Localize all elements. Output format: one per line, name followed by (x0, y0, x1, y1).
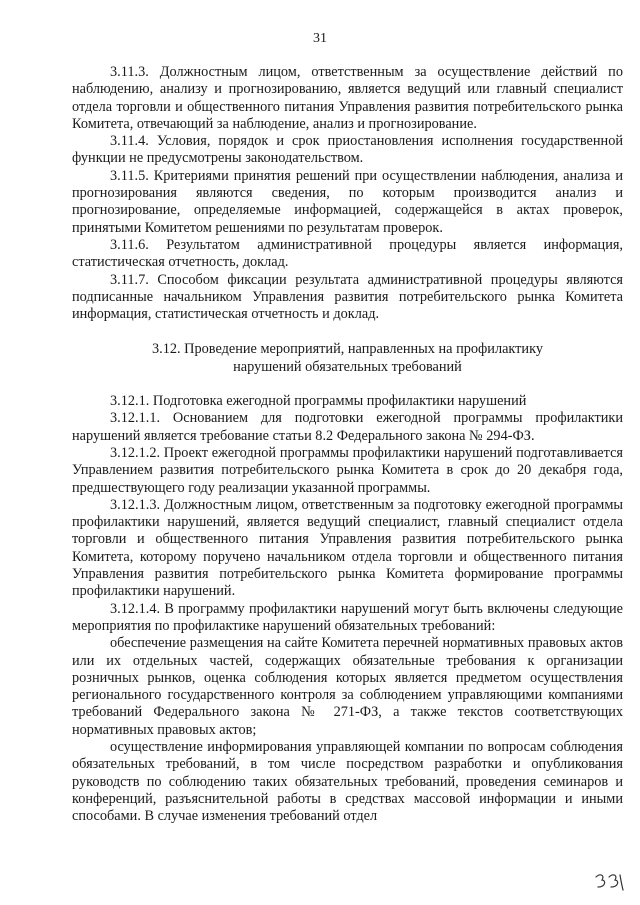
handwritten-page-mark (593, 872, 625, 892)
section-heading-3-12 (72, 341, 623, 376)
list-item-informing: осуществление информирования управляющей компании по вопросам соблюдения обязательных требований, в том числе посредством разработки и опубликования руководств по соблюдению таких обязательных требований, проведения семинаров и конференций, разъяснительной работы в средствах массовой информации и иными способами. В случае изменения требований отдел (72, 738, 623, 825)
paragraph-3-11-6: 3.11.6. Результатом административной процедуры является информация, статистическая отчетность, доклад. (72, 236, 623, 271)
paragraph-3-12-1-1: 3.12.1.1. Основанием для подготовки ежегодной программы профилактики нарушений является требование статьи 8.2 Федерального закона № 294-ФЗ. (72, 410, 623, 444)
paragraph-3-11-4: 3.11.4. Условия, порядок и срок приостановления исполнения государственной функции не предусмотрены законодательством. (72, 133, 623, 167)
paragraph-3-12-1-4: 3.12.1.4. В программу профилактики нарушений могут быть включены следующие мероприятия по профилактике нарушений обязательных требований: (72, 600, 623, 634)
section-heading-line-1: 3.12. Проведение мероприятий, направленных на профилактику (152, 341, 543, 358)
paragraph-3-11-7: 3.11.7. Способом фиксации результата административной процедуры являются подписанные начальником Управления развития потребительского рынка Комитета информация, статистическая отчетность и доклад. (72, 271, 623, 323)
paragraph-3-11-5: 3.11.5. Критериями принятия решений при осуществлении наблюдения, анализа и прогнозирования являются сведения, по которым производится анализ и прогнозирование, определяемые информацией, содержащейся в актах проверок, принятыми Комитетом решениями по результатам проверок. (72, 167, 623, 236)
document-body (72, 64, 623, 825)
section-heading-line-2: нарушений обязательных требований (233, 358, 462, 375)
paragraph-3-11-3: 3.11.3. Должностным лицом, ответственным за осуществление действий по наблюдению, анализу и прогнозированию, является ведущий или главный специалист отдела торговли и общественного питания Управления развития потребительского рынка Комитета, отвечающий за наблюдение, анализ и прогнозирование. (72, 64, 623, 132)
list-item-normative-acts: обеспечение размещения на сайте Комитета перечней нормативных правовых актов или их отдельных частей, содержащих обязательные требования к организации розничных рынков, оценка соблюдения которых является предметом осуществления регионального государственного контроля за соблюдением управляющими компаниями требований Федерального закона № 271-ФЗ, а также текстов соответствующих нормативных правовых актов; (72, 635, 623, 738)
paragraph-3-12-1-2: 3.12.1.2. Проект ежегодной программы профилактики нарушений подготавливается Управлением развития потребительского рынка Комитета в срок до 20 декабря года, предшествующего году реализации указанной программы. (72, 444, 623, 496)
paragraph-3-12-1: 3.12.1. Подготовка ежегодной программы профилактики нарушений (110, 393, 527, 410)
page-number: 31 (313, 31, 327, 46)
paragraph-3-12-1-3: 3.12.1.3. Должностным лицом, ответственным за подготовку ежегодной программы профилактики нарушений, является ведущий специалист, главный специалист отдела торговли и общественного питания Управления развития потребительского рынка Комитета, которому поручено начальником отдела торговли и общественного питания Управления развития потребительского рынка Комитета формирование программы профилактики нарушений. (72, 496, 623, 600)
